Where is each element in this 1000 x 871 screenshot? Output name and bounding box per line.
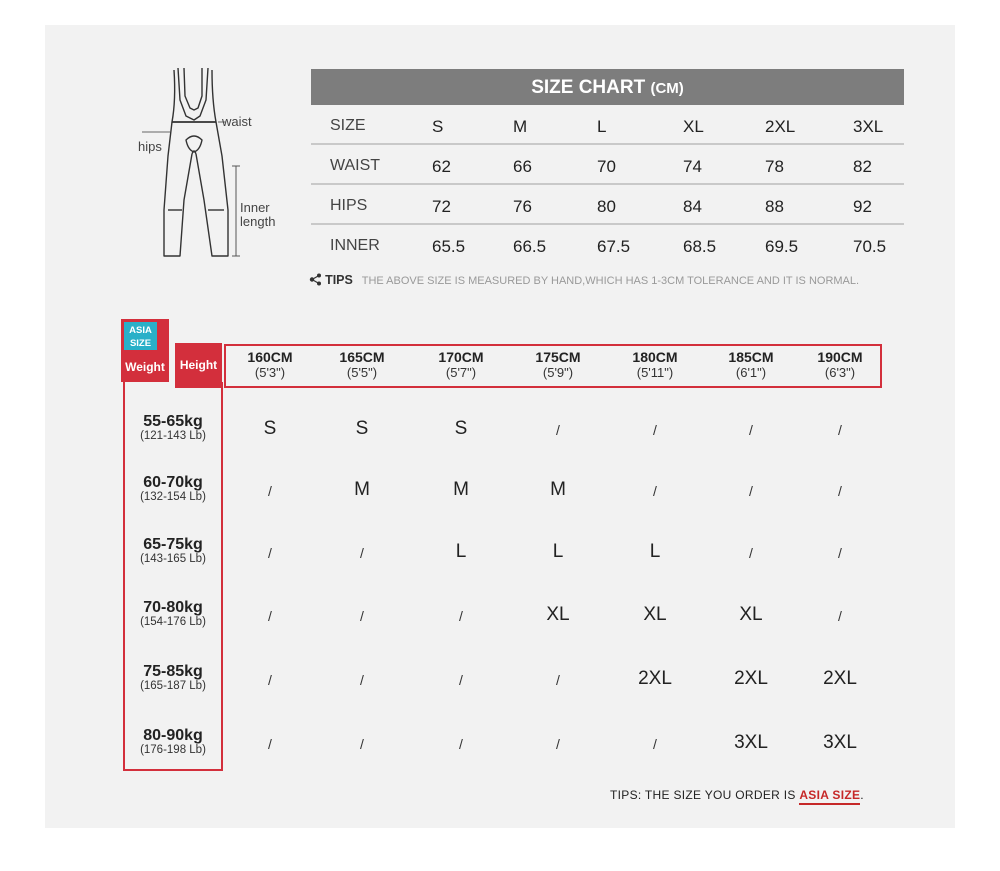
grid-cell-size: M: [550, 479, 566, 500]
weight-kg: 65-75kg: [143, 536, 203, 553]
size-chart-cell: 74: [683, 157, 702, 176]
grid-cell-empty: /: [749, 545, 753, 561]
inner-length-label: Inner length: [240, 200, 276, 229]
size-chart-cell: 82: [853, 157, 872, 176]
grid-cell-empty: /: [653, 422, 657, 438]
grid-cell-size: M: [354, 479, 370, 500]
grid-cell-size: XL: [643, 604, 667, 625]
grid-cell-size: 3XL: [823, 732, 857, 753]
weight-row-header: [125, 600, 221, 630]
size-chart-cell: 88: [765, 197, 784, 216]
size-chart-title: SIZE CHART (CM): [311, 69, 904, 105]
weight-lb: (132-154 Lb): [140, 491, 206, 503]
tips-text: THE ABOVE SIZE IS MEASURED BY HAND,WHICH HAS 1-3CM TOLERANCE AND IT IS NORMAL.: [361, 275, 860, 287]
grid-cell-empty: /: [360, 736, 364, 752]
size-chart-cell: 67.5: [597, 237, 631, 256]
weight-row-header: [125, 728, 221, 758]
grid-cell-empty: /: [360, 608, 364, 624]
height-cm: 160CM: [247, 349, 293, 365]
grid-cell-size: S: [355, 418, 369, 439]
size-chart-row: [311, 145, 904, 185]
size-chart-cell: 92: [853, 197, 872, 216]
grid-cell-size: 3XL: [734, 732, 768, 753]
size-chart-cell: 66.5: [513, 237, 547, 256]
size-chart-cell: 78: [765, 157, 784, 176]
weight-header: Weight: [125, 360, 165, 374]
weight-kg: 70-80kg: [143, 599, 203, 616]
size-chart-cell: XL: [683, 117, 704, 136]
size-chart-cell: 84: [683, 197, 702, 216]
grid-cell-size: 2XL: [638, 668, 672, 689]
grid-cell-empty: /: [268, 483, 272, 499]
grid-cell-size: XL: [739, 604, 763, 625]
grid-cell-size: XL: [546, 604, 570, 625]
height-ft: (5'3"): [254, 365, 286, 380]
grid-cell-empty: /: [653, 483, 657, 499]
size-chart-row-label: WAIST: [330, 157, 381, 174]
weight-kg: 60-70kg: [143, 474, 203, 491]
weight-kg: 55-65kg: [143, 413, 203, 430]
grid-cell-size: M: [453, 479, 469, 500]
weight-lb: (143-165 Lb): [140, 553, 206, 565]
grid-cell-empty: /: [838, 483, 842, 499]
size-chart-cell: S: [432, 117, 444, 136]
tips-heading: TIPS: [325, 273, 353, 287]
size-chart-cell: 68.5: [683, 237, 717, 256]
grid-cell-size: S: [454, 418, 468, 439]
weight-row-header: [125, 537, 221, 567]
height-cm: 170CM: [438, 349, 484, 365]
grid-cell-size: L: [455, 541, 467, 562]
weight-lb: (176-198 Lb): [140, 744, 206, 756]
asia-size-badge: [121, 319, 169, 382]
weight-lb: (154-176 Lb): [140, 616, 206, 628]
grid-cell-empty: /: [838, 422, 842, 438]
weight-row-header: [125, 475, 221, 505]
hips-label: hips: [138, 139, 162, 154]
grid-cell-empty: /: [749, 483, 753, 499]
size-chart-cell: 66: [513, 157, 532, 176]
height-column-header: [800, 350, 880, 380]
size-chart-cell: 65.5: [432, 237, 466, 256]
bib-tights-illustration: [130, 60, 290, 270]
size-chart-cell: 76: [513, 197, 532, 216]
size-chart-row-label: SIZE: [330, 117, 366, 134]
grid-cell-empty: /: [459, 736, 463, 752]
grid-cell-empty: /: [838, 545, 842, 561]
asia-size-tag: ASIA SIZE: [124, 322, 157, 350]
grid-cell-empty: /: [556, 736, 560, 752]
grid-cell-empty: /: [459, 672, 463, 688]
grid-cell-empty: /: [268, 608, 272, 624]
height-column-header: [711, 350, 791, 380]
height-cm: 190CM: [817, 349, 863, 365]
grid-cell-empty: /: [838, 608, 842, 624]
height-ft: (5'9"): [542, 365, 574, 380]
size-chart-row-label: INNER: [330, 237, 380, 254]
grid-cell-empty: /: [268, 672, 272, 688]
size-chart-cell: 62: [432, 157, 451, 176]
size-chart-cell: L: [597, 117, 607, 136]
size-chart-row-label: HIPS: [330, 197, 368, 214]
asia-size-highlight: ASIA SIZE: [799, 788, 860, 805]
grid-cell-empty: /: [459, 608, 463, 624]
grid-cell-size: L: [649, 541, 661, 562]
size-chart-cell: M: [513, 117, 528, 136]
waist-label: waist: [222, 114, 252, 129]
grid-cell-empty: /: [360, 672, 364, 688]
order-size-tip: TIPS: THE SIZE YOU ORDER IS ASIA SIZE.: [610, 788, 864, 802]
height-cm: 185CM: [728, 349, 774, 365]
height-cm: 180CM: [632, 349, 678, 365]
grid-cell-size: L: [552, 541, 564, 562]
weight-kg: 75-85kg: [143, 663, 203, 680]
grid-cell-size: S: [263, 418, 277, 439]
grid-cell-size: 2XL: [734, 668, 768, 689]
measurement-tip: [309, 273, 859, 287]
weight-lb: (121-143 Lb): [140, 430, 206, 442]
size-chart-row: [311, 185, 904, 225]
height-column-header: [230, 350, 310, 380]
height-columns: [224, 344, 882, 388]
grid-cell-empty: /: [268, 545, 272, 561]
grid-cell-empty: /: [749, 422, 753, 438]
height-ft: (5'7"): [445, 365, 477, 380]
size-chart-cell: 72: [432, 197, 451, 216]
height-cm: 175CM: [535, 349, 581, 365]
weight-row-header: [125, 414, 221, 444]
height-ft: (6'3"): [824, 365, 856, 380]
size-chart-cell: 70.5: [853, 237, 887, 256]
height-column-header: [615, 350, 695, 380]
grid-cell-empty: /: [556, 422, 560, 438]
size-chart-table: [311, 69, 904, 263]
size-chart-row: [311, 105, 904, 145]
height-column-header: [518, 350, 598, 380]
size-chart-cell: 2XL: [765, 117, 796, 136]
size-chart-cell: 3XL: [853, 117, 884, 136]
size-chart-cell: 69.5: [765, 237, 799, 256]
grid-cell-empty: /: [268, 736, 272, 752]
height-column-header: [421, 350, 501, 380]
grid-cell-empty: /: [653, 736, 657, 752]
height-column-header: [322, 350, 402, 380]
height-cm: 165CM: [339, 349, 385, 365]
size-chart-row: [311, 225, 904, 263]
height-header: Height: [175, 343, 222, 388]
grid-cell-size: 2XL: [823, 668, 857, 689]
size-chart-cell: 80: [597, 197, 616, 216]
weight-rows: [123, 382, 223, 771]
weight-row-header: [125, 664, 221, 694]
grid-cell-empty: /: [556, 672, 560, 688]
weight-kg: 80-90kg: [143, 727, 203, 744]
bib-tights-outline: [130, 60, 290, 270]
weight-lb: (165-187 Lb): [140, 680, 206, 692]
grid-cell-empty: /: [360, 545, 364, 561]
height-ft: (5'11"): [636, 365, 674, 380]
height-ft: (5'5"): [346, 365, 378, 380]
size-chart-cell: 70: [597, 157, 616, 176]
height-ft: (6'1"): [735, 365, 767, 380]
share-icon: [309, 273, 322, 286]
